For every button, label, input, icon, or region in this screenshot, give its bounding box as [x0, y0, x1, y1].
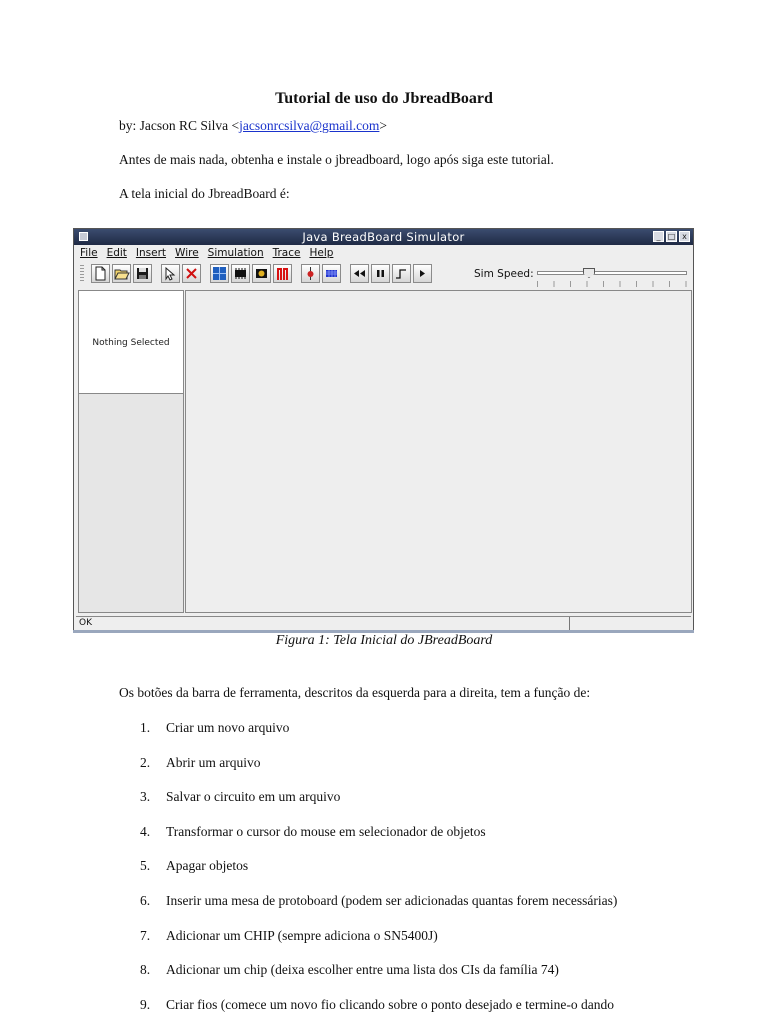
- status-divider: [569, 617, 570, 631]
- breadboard-canvas[interactable]: [185, 290, 692, 613]
- list-number: 1.: [140, 720, 151, 735]
- menu-wire[interactable]: Wire: [175, 247, 199, 259]
- selection-text: Nothing Selected: [92, 338, 170, 348]
- new-file-icon[interactable]: [91, 264, 110, 283]
- menu-trace[interactable]: Trace: [272, 247, 301, 259]
- sim-speed-label: Sim Speed:: [474, 268, 534, 280]
- screen-intro-paragraph: A tela inicial do JbreadBoard é:: [119, 186, 290, 201]
- byline: [119, 118, 387, 134]
- toolbar-function-list: [140, 718, 617, 1029]
- menu-help[interactable]: Help: [309, 247, 334, 259]
- list-text: Criar um novo arquivo: [166, 720, 290, 735]
- list-item: [140, 891, 617, 926]
- app-window-screenshot: [73, 228, 694, 632]
- properties-panel: [78, 290, 184, 613]
- window-titlebar: [74, 229, 693, 245]
- rewind-icon[interactable]: [350, 264, 369, 283]
- list-text: Criar fios (comece um novo fio clicando sobre o ponto desejado e termine-o dando: [166, 996, 614, 1012]
- list-number: 7.: [140, 927, 151, 943]
- menubar: [80, 247, 333, 261]
- author-email-link[interactable]: jacsonrcsilva@gmail.com: [239, 118, 380, 133]
- breadboard-icon[interactable]: [210, 264, 229, 283]
- intro-paragraph: Antes de mais nada, obtenha e instale o jbreadboard, logo após siga este tutorial.: [119, 152, 554, 167]
- slider-track[interactable]: [537, 271, 687, 275]
- list-text: Transformar o cursor do mouse em selecionador de objetos: [166, 823, 486, 839]
- list-text: Apagar objetos: [166, 858, 249, 874]
- probe-icon[interactable]: [301, 264, 320, 283]
- close-icon[interactable]: x: [679, 231, 690, 242]
- delete-icon[interactable]: [182, 264, 201, 283]
- maximize-icon[interactable]: □: [667, 232, 676, 241]
- select-cursor-icon[interactable]: [161, 264, 180, 283]
- toolbar-grip[interactable]: [80, 265, 84, 283]
- figure-caption: Figura 1: Tela Inicial do JBreadBoard: [275, 633, 493, 648]
- byline-suffix: >: [379, 118, 388, 133]
- sim-speed-slider[interactable]: [537, 268, 687, 288]
- list-item: [140, 753, 617, 788]
- window-title: Java BreadBoard Simulator: [302, 230, 465, 244]
- chip-icon[interactable]: [231, 264, 250, 283]
- menu-edit[interactable]: Edit: [106, 247, 127, 259]
- document-title: Tutorial de uso do JbreadBoard: [275, 90, 493, 107]
- step-icon[interactable]: [392, 264, 411, 283]
- list-number: 3.: [140, 789, 151, 805]
- list-number: 6.: [140, 892, 151, 908]
- selection-box: [79, 291, 183, 394]
- slider-thumb[interactable]: [583, 268, 595, 278]
- list-text: Salvar o circuito em um arquivo: [166, 789, 341, 805]
- list-number: 9.: [140, 996, 151, 1012]
- status-bar: [76, 616, 691, 631]
- status-text: OK: [79, 618, 92, 628]
- toolbar-intro-paragraph: Os botões da barra de ferramenta, descritos da esquerda para a direita, tem a função de:: [119, 685, 591, 700]
- list-number: 8.: [140, 962, 151, 978]
- open-folder-icon[interactable]: [112, 264, 131, 283]
- display-icon[interactable]: [322, 264, 341, 283]
- list-item: [140, 960, 617, 995]
- list-item: [140, 718, 617, 753]
- pause-icon[interactable]: [371, 264, 390, 283]
- list-item: [140, 787, 617, 822]
- slider-ticks: [537, 281, 687, 287]
- byline-prefix: by: Jacson RC Silva <: [119, 118, 240, 133]
- list-text: Adicionar um chip (deixa escolher entre uma lista dos CIs da família 74): [166, 962, 559, 978]
- list-number: 2.: [140, 754, 151, 770]
- chip-list-icon[interactable]: [252, 264, 271, 283]
- menu-simulation[interactable]: Simulation: [207, 247, 264, 259]
- list-number: 5.: [140, 858, 151, 874]
- wire-icon[interactable]: [273, 264, 292, 283]
- list-text: Abrir um arquivo: [166, 754, 261, 770]
- toolbar: [77, 263, 690, 285]
- play-icon[interactable]: [413, 264, 432, 283]
- menu-insert[interactable]: Insert: [135, 247, 167, 259]
- list-text: Adicionar um CHIP (sempre adiciona o SN5400J): [166, 927, 438, 943]
- save-disk-icon[interactable]: [133, 264, 152, 283]
- list-item: [140, 926, 617, 961]
- minimize-icon[interactable]: _: [653, 231, 664, 242]
- list-text: Inserir uma mesa de protoboard (podem ser adicionadas quantas forem necessárias): [166, 892, 618, 908]
- list-number: 4.: [140, 823, 151, 839]
- list-item: [140, 822, 617, 857]
- menu-file[interactable]: File: [80, 247, 98, 259]
- list-item: [140, 856, 617, 891]
